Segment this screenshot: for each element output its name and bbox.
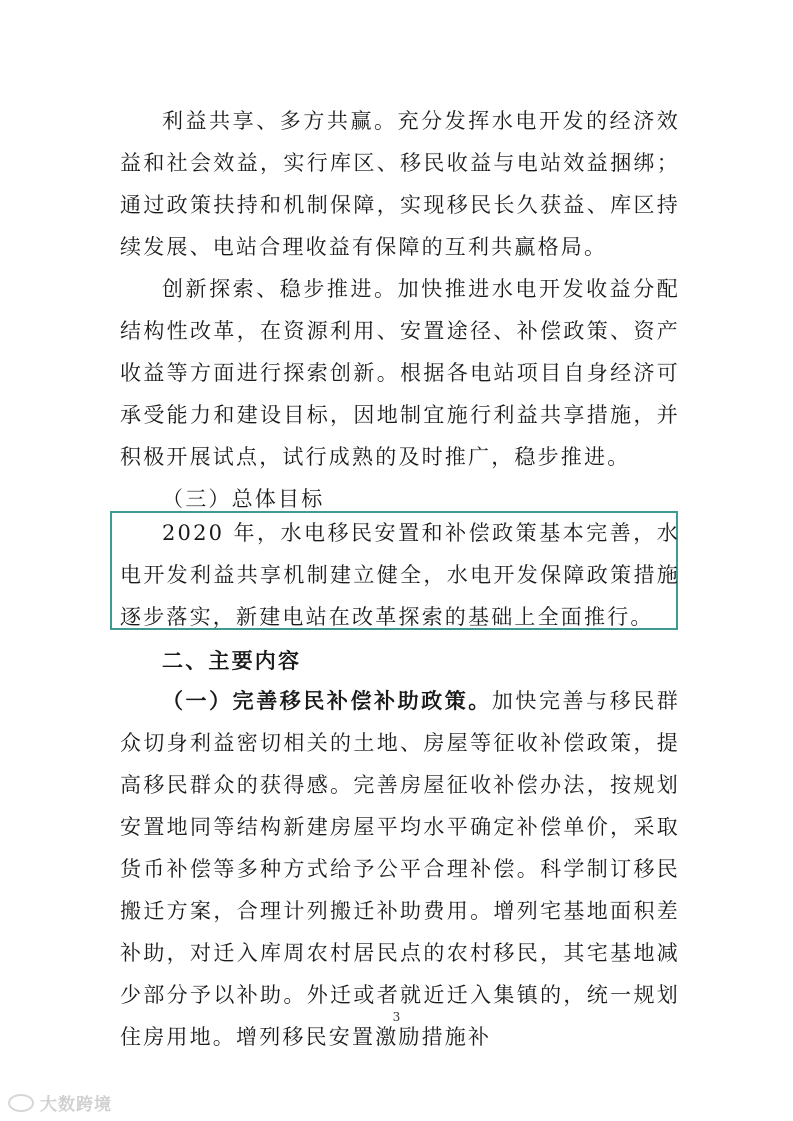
subheading-overall-goal: （三）总体目标 bbox=[162, 487, 325, 511]
section-heading-main-content: 二、主要内容 bbox=[162, 649, 302, 673]
paragraph-benefit-sharing: 利益共享、多方共赢。充分发挥水电开发的经济效益和社会效益，实行库区、移民收益与电站效益捆绑；通过政策扶持和机制保障，实现移民长久获益、库区持续发展、电站合理收益有保障的互利共赢格局。 bbox=[120, 109, 680, 259]
page-number: 3 bbox=[392, 1010, 401, 1024]
watermark bbox=[8, 1090, 112, 1115]
paragraph-innovation: 创新探索、稳步推进。加快推进水电开发收益分配结构性改革，在资源利用、安置途径、补偿政策、资产收益等方面进行探索创新。根据各电站项目自身经济可承受能力和建设目标，因地制宜施行利益共享措施，并积极开展试点，试行成熟的及时推广，稳步推进。 bbox=[120, 277, 680, 469]
watermark-logo-icon bbox=[8, 1094, 34, 1112]
paragraph-goal-2020: 2020 年，水电移民安置和补偿政策基本完善，水电开发利益共享机制建立健全，水电开发保障政策措施逐步落实，新建电站在改革探索的基础上全面推行。 bbox=[120, 521, 680, 629]
subheading-compensation-label: （一）完善移民补偿补助政策。 bbox=[162, 689, 492, 713]
watermark-text: 大数跨境 bbox=[40, 1095, 112, 1115]
paragraph-compensation-policy bbox=[120, 680, 680, 1058]
paragraph-compensation-body: 加快完善与移民群众切身利益密切相关的土地、房屋等征收补偿政策，提高移民群众的获得感。完善房屋征收补偿办法，按规划安置地同等结构新建房屋平均水平确定补偿单价，采取货币补偿等多种方式给予公平合理补偿。科学制订移民搬迁方案，合理计列搬迁补助费用。增列宅基地面积差补助，对迁入库周农村居民点的农村移民，其宅基地减少部分予以补助。外迁或者就近迁入集镇的，统一规划住房用地。增列移民安置激励措施补 bbox=[120, 689, 680, 1049]
